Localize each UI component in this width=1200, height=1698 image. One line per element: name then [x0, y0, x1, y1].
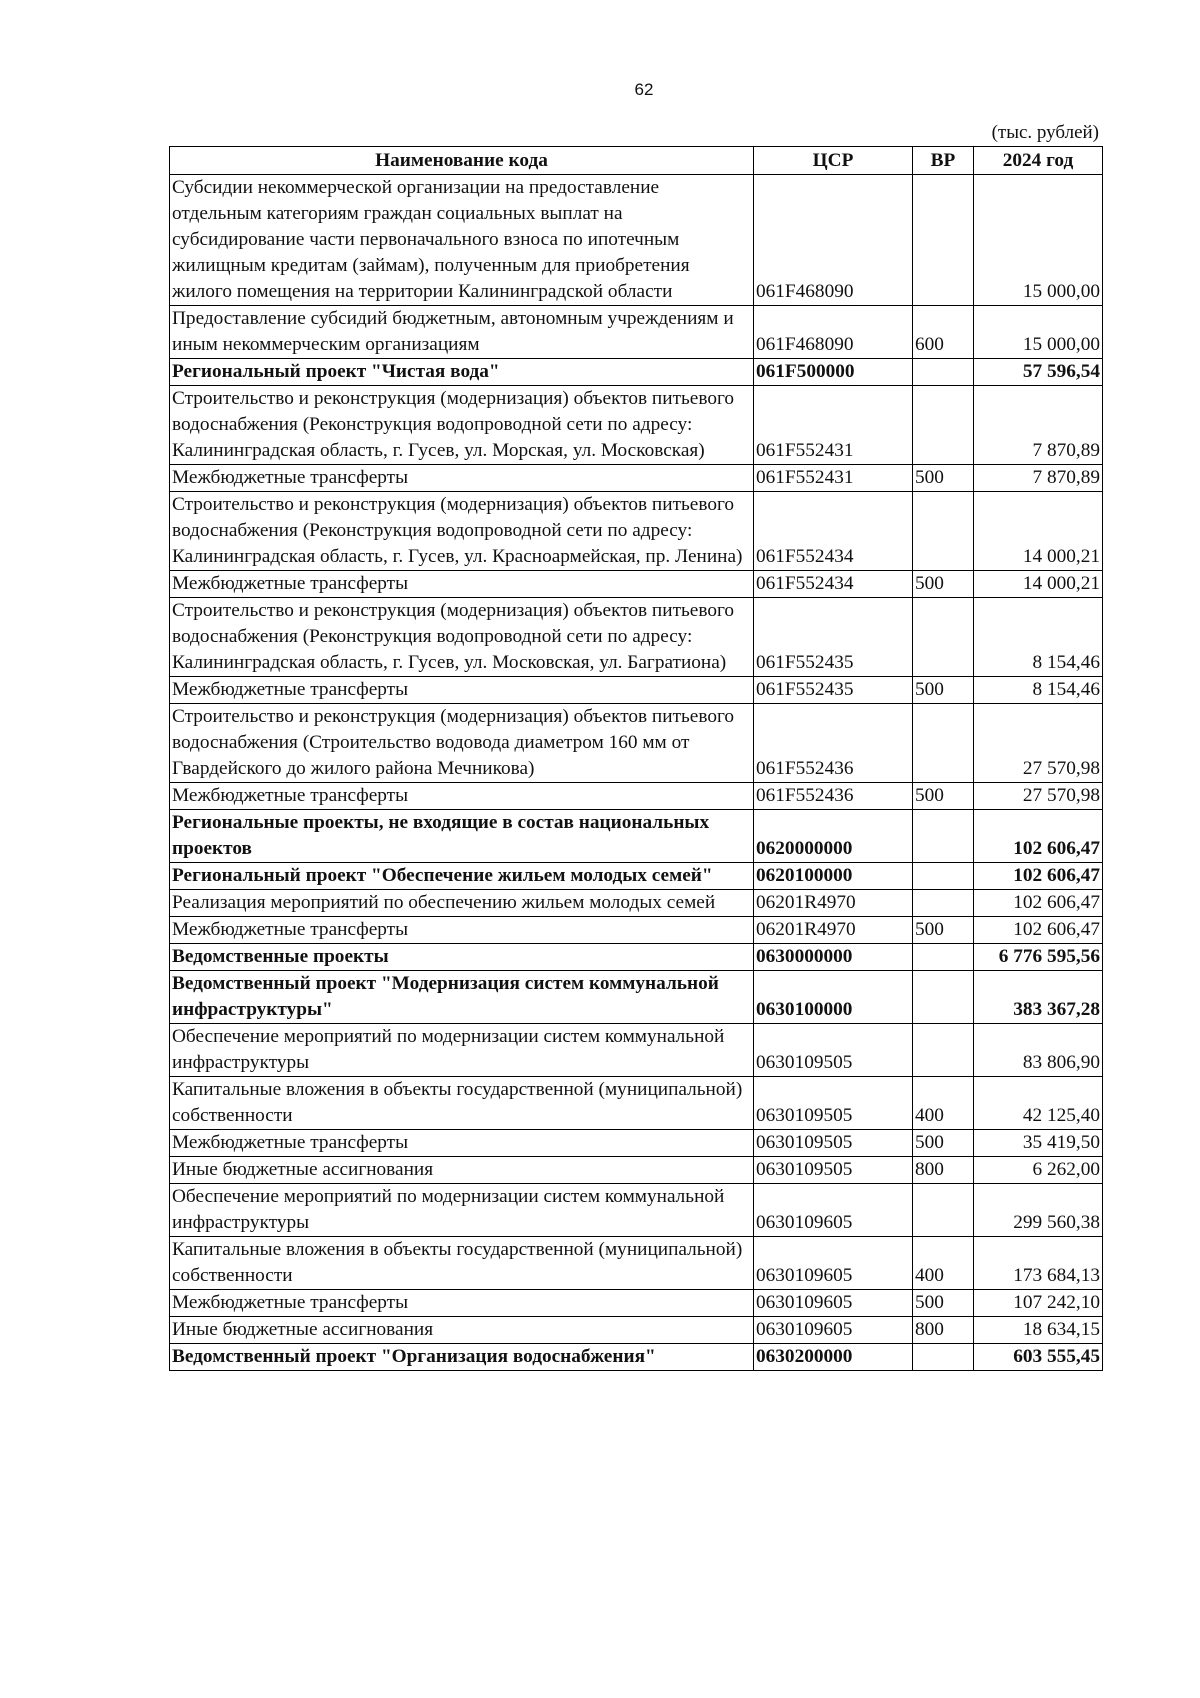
cell-csr: 0630000000	[754, 944, 913, 971]
cell-vr: 800	[913, 1157, 974, 1184]
cell-vr	[913, 944, 974, 971]
table-row	[170, 704, 1103, 783]
cell-csr: 061F552431	[754, 386, 913, 465]
cell-csr: 061F552431	[754, 465, 913, 492]
cell-name: Ведомственный проект "Модернизация систем коммунальной инфраструктуры"	[170, 971, 754, 1024]
cell-name: Иные бюджетные ассигнования	[170, 1157, 754, 1184]
cell-name: Обеспечение мероприятий по модернизации систем коммунальной инфраструктуры	[170, 1024, 754, 1077]
cell-name: Региональный проект "Чистая вода"	[170, 359, 754, 386]
cell-vr	[913, 810, 974, 863]
table-body	[170, 175, 1103, 1371]
cell-name: Межбюджетные трансферты	[170, 571, 754, 598]
table-row	[170, 492, 1103, 571]
cell-vr	[913, 492, 974, 571]
header-sum: 2024 год	[974, 147, 1103, 175]
cell-vr	[913, 175, 974, 306]
cell-csr: 0630109605	[754, 1237, 913, 1290]
cell-vr: 400	[913, 1237, 974, 1290]
cell-vr	[913, 890, 974, 917]
table-row	[170, 465, 1103, 492]
cell-vr	[913, 1344, 974, 1371]
cell-vr: 600	[913, 306, 974, 359]
header-csr: ЦСР	[754, 147, 913, 175]
table-row	[170, 944, 1103, 971]
cell-vr: 500	[913, 1130, 974, 1157]
cell-sum: 14 000,21	[974, 571, 1103, 598]
table-row	[170, 1290, 1103, 1317]
cell-csr: 0630109505	[754, 1024, 913, 1077]
cell-name: Межбюджетные трансферты	[170, 1290, 754, 1317]
header-name: Наименование кода	[170, 147, 754, 175]
cell-sum: 18 634,15	[974, 1317, 1103, 1344]
table-row	[170, 890, 1103, 917]
table-row	[170, 863, 1103, 890]
cell-vr	[913, 1184, 974, 1237]
cell-sum: 107 242,10	[974, 1290, 1103, 1317]
cell-sum: 603 555,45	[974, 1344, 1103, 1371]
table-row	[170, 971, 1103, 1024]
cell-vr: 500	[913, 465, 974, 492]
cell-name: Строительство и реконструкция (модернизация) объектов питьевого водоснабжения (Реконструкция водопроводной сети по адресу: Калининградская область, г. Гусев, ул. Красноармейская, пр. Ленина)	[170, 492, 754, 571]
table-row	[170, 1077, 1103, 1130]
cell-name: Реализация мероприятий по обеспечению жильем молодых семей	[170, 890, 754, 917]
units-label: (тыс. рублей)	[991, 122, 1099, 143]
cell-csr: 061F552436	[754, 704, 913, 783]
table-row	[170, 810, 1103, 863]
cell-vr	[913, 359, 974, 386]
cell-sum: 102 606,47	[974, 890, 1103, 917]
cell-sum: 27 570,98	[974, 704, 1103, 783]
table-row	[170, 571, 1103, 598]
table-row	[170, 783, 1103, 810]
cell-vr	[913, 704, 974, 783]
header-vr: ВР	[913, 147, 974, 175]
cell-name: Строительство и реконструкция (модернизация) объектов питьевого водоснабжения (Строительство водовода диаметром 160 мм от Гвардейского до жилого района Мечникова)	[170, 704, 754, 783]
cell-name: Предоставление субсидий бюджетным, автономным учреждениям и иным некоммерческим организациям	[170, 306, 754, 359]
cell-csr: 0630109605	[754, 1290, 913, 1317]
cell-csr: 061F552434	[754, 571, 913, 598]
cell-csr: 061F552436	[754, 783, 913, 810]
cell-sum: 7 870,89	[974, 386, 1103, 465]
cell-sum: 8 154,46	[974, 598, 1103, 677]
table-row	[170, 1024, 1103, 1077]
cell-csr: 061F468090	[754, 306, 913, 359]
cell-vr: 500	[913, 677, 974, 704]
table-row	[170, 175, 1103, 306]
cell-csr: 061F552434	[754, 492, 913, 571]
cell-sum: 173 684,13	[974, 1237, 1103, 1290]
table-header	[170, 147, 1103, 175]
table-row	[170, 1237, 1103, 1290]
cell-csr: 06201R4970	[754, 890, 913, 917]
cell-sum: 383 367,28	[974, 971, 1103, 1024]
cell-sum: 102 606,47	[974, 917, 1103, 944]
cell-name: Межбюджетные трансферты	[170, 465, 754, 492]
cell-csr: 0630100000	[754, 971, 913, 1024]
page-number: 62	[634, 80, 654, 99]
cell-vr	[913, 971, 974, 1024]
cell-name: Ведомственные проекты	[170, 944, 754, 971]
cell-sum: 27 570,98	[974, 783, 1103, 810]
cell-name: Иные бюджетные ассигнования	[170, 1317, 754, 1344]
table-row	[170, 386, 1103, 465]
cell-vr: 500	[913, 783, 974, 810]
cell-sum: 6 262,00	[974, 1157, 1103, 1184]
cell-name: Обеспечение мероприятий по модернизации систем коммунальной инфраструктуры	[170, 1184, 754, 1237]
table-row	[170, 359, 1103, 386]
cell-csr: 0620100000	[754, 863, 913, 890]
cell-name: Межбюджетные трансферты	[170, 677, 754, 704]
cell-sum: 102 606,47	[974, 810, 1103, 863]
cell-name: Капитальные вложения в объекты государственной (муниципальной) собственности	[170, 1237, 754, 1290]
table-row	[170, 598, 1103, 677]
table-row	[170, 306, 1103, 359]
cell-csr: 0630200000	[754, 1344, 913, 1371]
cell-vr	[913, 598, 974, 677]
cell-name: Региональный проект "Обеспечение жильем молодых семей"	[170, 863, 754, 890]
cell-name: Строительство и реконструкция (модернизация) объектов питьевого водоснабжения (Реконструкция водопроводной сети по адресу: Калининградская область, г. Гусев, ул. Московская, ул. Багратиона)	[170, 598, 754, 677]
cell-sum: 57 596,54	[974, 359, 1103, 386]
header-row	[170, 147, 1103, 175]
cell-sum: 15 000,00	[974, 175, 1103, 306]
cell-sum: 7 870,89	[974, 465, 1103, 492]
table-row	[170, 1130, 1103, 1157]
cell-name: Ведомственный проект "Организация водоснабжения"	[170, 1344, 754, 1371]
table-row	[170, 1157, 1103, 1184]
cell-vr	[913, 1024, 974, 1077]
cell-name: Региональные проекты, не входящие в состав национальных проектов	[170, 810, 754, 863]
cell-vr: 500	[913, 1290, 974, 1317]
cell-csr: 0630109605	[754, 1184, 913, 1237]
table-row	[170, 1317, 1103, 1344]
table-row	[170, 677, 1103, 704]
cell-csr: 0630109505	[754, 1077, 913, 1130]
table-row	[170, 1344, 1103, 1371]
table-row	[170, 1184, 1103, 1237]
cell-csr: 06201R4970	[754, 917, 913, 944]
cell-sum: 42 125,40	[974, 1077, 1103, 1130]
cell-name: Межбюджетные трансферты	[170, 783, 754, 810]
cell-csr: 0630109505	[754, 1157, 913, 1184]
cell-sum: 8 154,46	[974, 677, 1103, 704]
cell-vr: 400	[913, 1077, 974, 1130]
cell-csr: 061F552435	[754, 677, 913, 704]
cell-sum: 6 776 595,56	[974, 944, 1103, 971]
cell-sum: 35 419,50	[974, 1130, 1103, 1157]
cell-csr: 0630109605	[754, 1317, 913, 1344]
cell-sum: 15 000,00	[974, 306, 1103, 359]
cell-vr	[913, 386, 974, 465]
cell-csr: 061F500000	[754, 359, 913, 386]
cell-vr: 500	[913, 917, 974, 944]
cell-csr: 0630109505	[754, 1130, 913, 1157]
cell-csr: 0620000000	[754, 810, 913, 863]
cell-vr	[913, 863, 974, 890]
cell-name: Строительство и реконструкция (модернизация) объектов питьевого водоснабжения (Реконструкция водопроводной сети по адресу: Калининградская область, г. Гусев, ул. Морская, ул. Московская)	[170, 386, 754, 465]
cell-sum: 14 000,21	[974, 492, 1103, 571]
cell-sum: 83 806,90	[974, 1024, 1103, 1077]
cell-csr: 061F552435	[754, 598, 913, 677]
cell-name: Капитальные вложения в объекты государственной (муниципальной) собственности	[170, 1077, 754, 1130]
cell-sum: 102 606,47	[974, 863, 1103, 890]
cell-vr: 800	[913, 1317, 974, 1344]
cell-sum: 299 560,38	[974, 1184, 1103, 1237]
cell-name: Межбюджетные трансферты	[170, 917, 754, 944]
cell-name: Межбюджетные трансферты	[170, 1130, 754, 1157]
cell-csr: 061F468090	[754, 175, 913, 306]
budget-table	[169, 146, 1103, 1371]
cell-name: Субсидии некоммерческой организации на предоставление отдельным категориям граждан социальных выплат на субсидирование части первоначального взноса по ипотечным жилищным кредитам (займам), полученным для приобретения жилого помещения на территории Калининградской области	[170, 175, 754, 306]
cell-vr: 500	[913, 571, 974, 598]
table-row	[170, 917, 1103, 944]
